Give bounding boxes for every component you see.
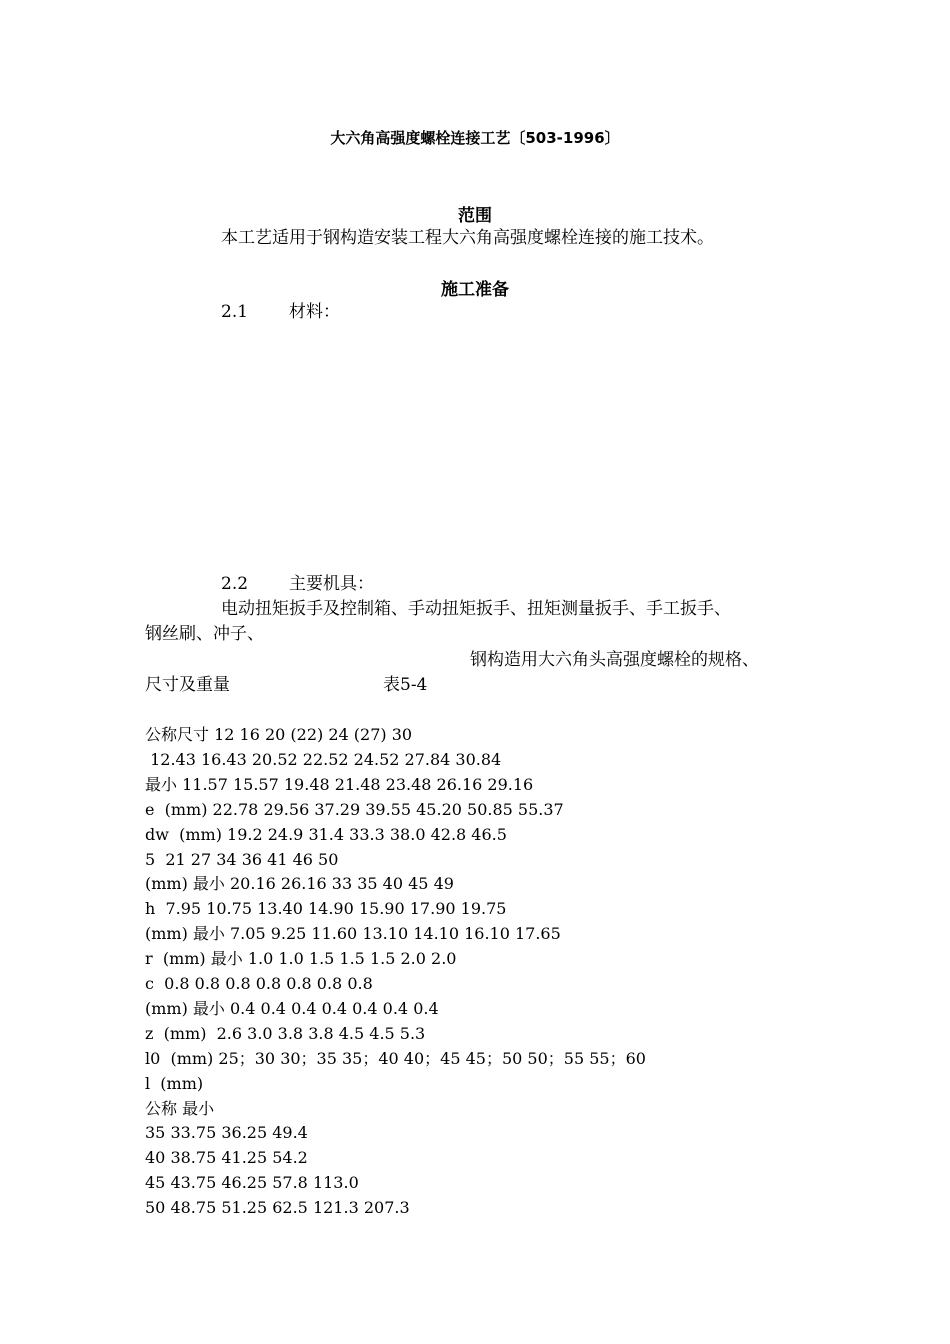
table-line: r (mm) 最小 1.0 1.0 1.5 1.5 1.5 2.0 2.0: [145, 949, 457, 969]
table-line: 40 38.75 41.25 54.2: [145, 1148, 308, 1168]
table-line: (mm) 最小 20.16 26.16 33 35 40 45 49: [145, 874, 454, 894]
table-line: l0 (mm) 25；30 30；35 35；40 40；45 45；50 50；55 55；60: [145, 1048, 646, 1068]
section-heading-preparation: 施工准备: [441, 280, 509, 300]
table-line: 50 48.75 51.25 62.5 121.3 207.3: [145, 1198, 410, 1218]
document-title: 大六角高强度螺栓连接工艺〔503-1996〕: [330, 129, 620, 147]
item-materials: [221, 300, 340, 325]
table-line: 12.43 16.43 20.52 22.52 24.52 27.84 30.84: [145, 749, 502, 769]
tools-line-1: 电动扭矩扳手及控制箱、手动扭矩扳手、扭矩测量扳手、手工扳手、: [221, 599, 731, 619]
table-line: (mm) 最小 7.05 9.25 11.60 13.10 14.10 16.10 17.65: [145, 924, 561, 944]
table-caption-line-1: 钢构造用大六角头高强度螺栓的规格、: [470, 650, 759, 670]
item-number: 2.2: [221, 574, 249, 594]
table-line: (mm) 最小 0.4 0.4 0.4 0.4 0.4 0.4 0.4: [145, 998, 439, 1018]
item-label: 主要机具：: [289, 574, 374, 594]
item-number: 2.1: [221, 302, 249, 322]
table-line: e (mm) 22.78 29.56 37.29 39.55 45.20 50.85 55.37: [145, 799, 564, 819]
table-line: 公称尺寸 12 16 20 (22) 24 (27) 30: [145, 725, 413, 744]
section-heading-scope: 范围: [458, 206, 492, 226]
item-tools: [221, 572, 374, 597]
table-line: 35 33.75 36.25 49.4: [145, 1123, 308, 1143]
table-line: 45 43.75 46.25 57.8 113.0: [145, 1173, 359, 1193]
scope-paragraph: 本工艺适用于钢构造安装工程大六角高强度螺栓连接的施工技术。: [221, 228, 714, 248]
table-line: dw (mm) 19.2 24.9 31.4 33.3 38.0 42.8 46.5: [145, 824, 507, 844]
table-line: z (mm) 2.6 3.0 3.8 3.8 4.5 4.5 5.3: [145, 1023, 426, 1043]
table-line: 最小 11.57 15.57 19.48 21.48 23.48 26.16 29.16: [145, 774, 534, 794]
table-number: 表5-4: [383, 675, 428, 695]
table-caption-line-2: [145, 673, 427, 698]
table-line: h 7.95 10.75 13.40 14.90 15.90 17.90 19.75: [145, 899, 507, 919]
table-line: c 0.8 0.8 0.8 0.8 0.8 0.8 0.8: [145, 974, 373, 993]
table-caption-text: 尺寸及重量: [145, 675, 230, 695]
table-line: l (mm): [145, 1073, 204, 1093]
table-line: 5 21 27 34 36 41 46 50: [145, 849, 339, 869]
item-label: 材料：: [289, 302, 340, 322]
table-line: 公称 最小: [145, 1098, 215, 1118]
tools-line-2: 钢丝刷、冲子、: [145, 624, 264, 644]
